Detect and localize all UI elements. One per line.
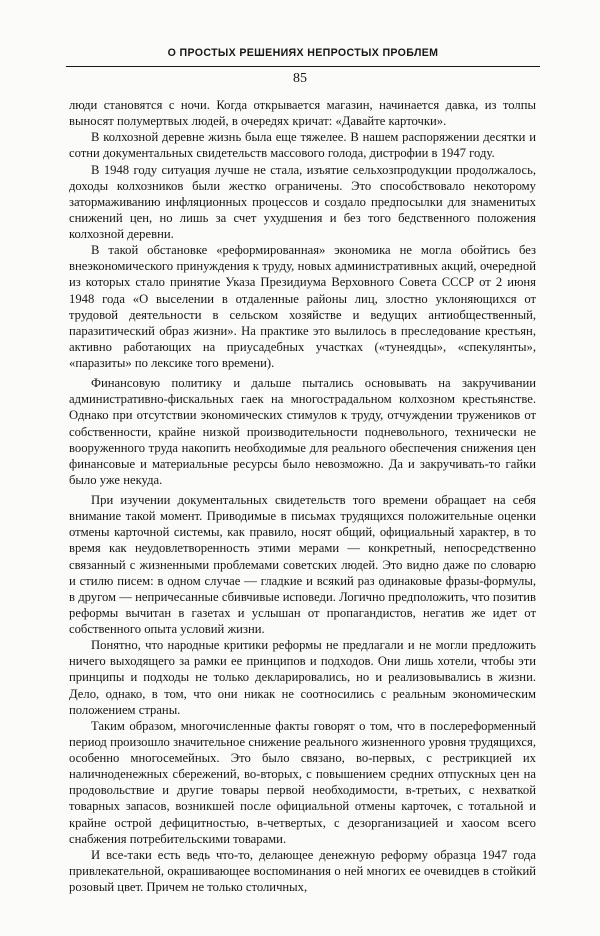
paragraph: И все-таки есть ведь что-то, делающее денежную реформу образца 1947 года привлекательной, окрашивающее воспоминания о ней многих ее очевидцев в стойкий розовый цвет. Причем не только столичных,: [69, 847, 536, 894]
running-title: О ПРОСТЫХ РЕШЕНИЯХ НЕПРОСТЫХ ПРОБЛЕМ: [167, 47, 439, 59]
paragraph: Понятно, что народные критики реформы не предлагали и не могли предложить ничего выходящего за рамки ее принципов и подходов. Они лишь хотели, чтобы эти принципы и подходы не только декларировались, но и реализовывались в жизни. Дело, однако, в том, что они никак не соотносились с реальным экономическим положением страны.: [69, 638, 536, 717]
body-text: [69, 97, 536, 895]
paragraph: В 1948 году ситуация лучше не стала, изъятие сельхозпродукции продолжалось, доходы колхозников были жестко ограничены. Это способствовало некоторому затормаживанию инфляционных процессов и создало предпосылки для знаменитых снижений цен, но лишь за счет ухудшения и без того бедственного положения колхозной деревни.: [69, 162, 536, 241]
header-rule: [66, 66, 540, 67]
paragraph: При изучении документальных свидетельств того времени обращает на себя внимание такой момент. Приводимые в письмах трудящихся положительные оценки отмены карточной системы, как правило, носят общий, официальный характер, в то время как неудовлетворенность этими мерами — конкретный, непосредственно связанный с жизненными проблемами советских людей. Это видно даже по словарю и стилю писем: в одном случае — гладкие и всякий раз одинаковые фразы-формулы, в другом — непричесанные сбивчивые исповеди. Логично предположить, что позитив реформы вычитан в газетах и услышан от пропагандистов, негатив же идет от собственного опыта условий жизни.: [69, 493, 536, 636]
paragraph: В такой обстановке «реформированная» экономика не могла обойтись без внеэкономического принуждения к труду, новых административных акций, очередной из которых стало принятие Указа Президиума Верховного Совета СССР от 2 июня 1948 года «О выселении в отдаленные районы лиц, злостно уклоняющихся от трудовой деятельности в сельском хозяйстве и ведущих антиобщественный, паразитический образ жизни». На практике это вылилось в преследование крестьян, активно работающих на приусадебных участках («тунеядцы», «спекулянты», «паразиты» по лексике того времени).: [69, 243, 536, 370]
page-number: 85: [293, 71, 307, 86]
paragraph: Финансовую политику и дальше пытались основывать на закручивании административно-фискальных гаек на многострадальном колхозном крестьянстве. Однако при отсутствии экономических стимулов к труду, отчуждении тружеников от собственности, крайне низкой производительности подневольного, технически не вооруженного труда накопить необходимые для реального обеспечения снижения цен финансовые и материальные ресурсы было невозможно. Да и закручивать-то гайки было уже некуда.: [69, 376, 536, 487]
paragraph: люди становятся с ночи. Когда открывается магазин, начинается давка, из толпы выносят полумертвых людей, в очередях кричат: «Давайте карточки».: [69, 98, 536, 129]
paragraph: Таким образом, многочисленные факты говорят о том, что в послереформенный период произошло значительное снижение реального жизненного уровня трудящихся, особенно многосемейных. Это было связано, во-первых, с рестрикцией их наличноденежных сбережений, во-вторых, с повышением средних отпускных цен на продовольствие и другие товары первой необходимости, в-третьих, с нехваткой товарных запасов, возникшей после официальной отмены карточек, с тотальной и крайне острой дефицитностью, в-четвертых, с дезорганизацией и хаосом всего снабжения потребительскими товарами.: [69, 718, 536, 846]
paragraph: В колхозной деревне жизнь была еще тяжелее. В нашем распоряжении десятки и сотни документальных свидетельств массового голода, дистрофии в 1947 году.: [69, 130, 536, 161]
